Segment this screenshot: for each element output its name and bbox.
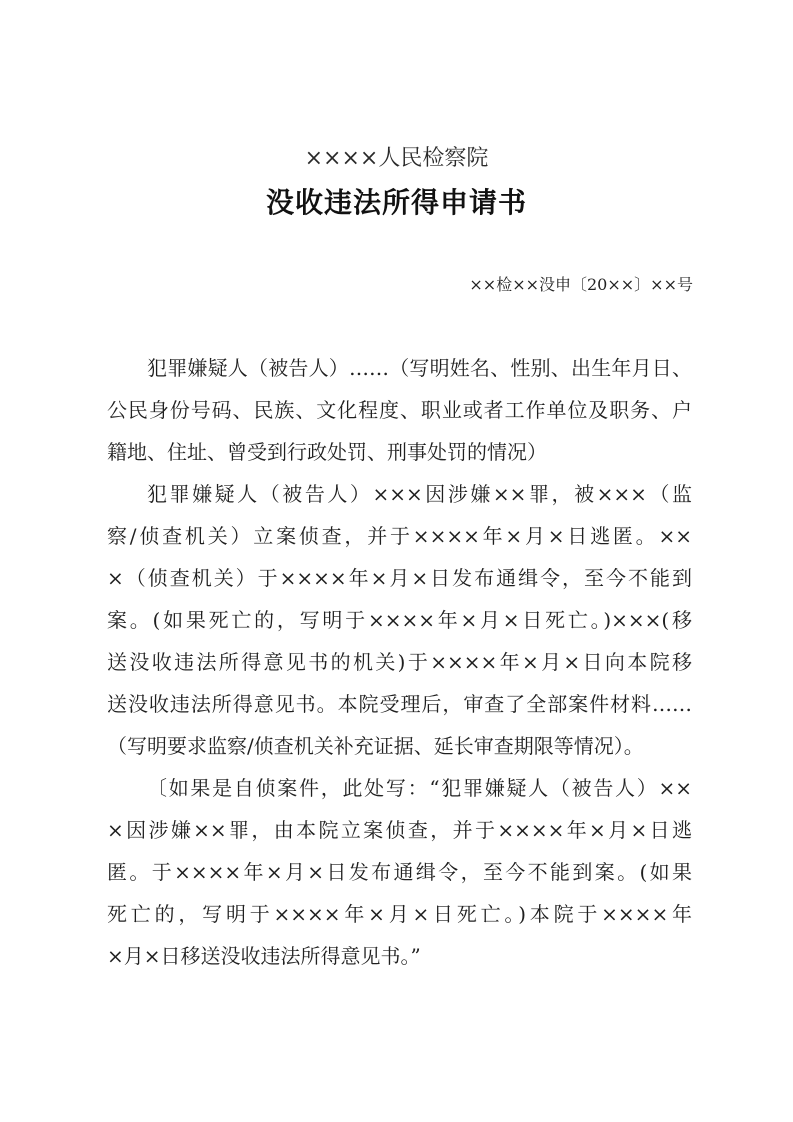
organization-title: ××××人民检察院 bbox=[304, 146, 489, 171]
paragraph-line: ×月×日移送没收违法所得意见书。” bbox=[107, 944, 421, 968]
document-title: 没收违法所得申请书 bbox=[265, 186, 527, 219]
document-body bbox=[107, 353, 692, 983]
paragraph-line: 公民身份号码、民族、文化程度、职业或者工作单位及职务、户 bbox=[107, 398, 692, 422]
paragraph-line: 〔如果是自侦案件，此处写：“犯罪嫌疑人（被告人）×× bbox=[147, 776, 692, 800]
paragraph-case-facts bbox=[107, 479, 692, 773]
paragraph-line: 犯罪嫌疑人（被告人）×××因涉嫌××罪，被×××（监 bbox=[147, 482, 692, 506]
paragraph-line: 察/侦查机关）立案侦查，并于××××年×月×日逃匿。×× bbox=[107, 524, 692, 548]
paragraph-line: 籍地、住址、曾受到行政处罚、刑事处罚的情况） bbox=[107, 440, 547, 464]
paragraph-line: 死亡的，写明于××××年×月×日死亡。)本院于××××年 bbox=[107, 902, 692, 926]
paragraph-line: ×（侦查机关）于××××年×月×日发布通缉令，至今不能到 bbox=[107, 566, 692, 590]
paragraph-line: 案。(如果死亡的，写明于××××年×月×日死亡。)×××(移 bbox=[107, 608, 692, 632]
document-number: ××检××没申〔20××〕××号 bbox=[469, 275, 693, 294]
paragraph-line: 犯罪嫌疑人（被告人）……（写明姓名、性别、出生年月日、 bbox=[147, 356, 692, 380]
paragraph-line: ×因涉嫌××罪，由本院立案侦查，并于××××年×月×日逃 bbox=[107, 818, 692, 842]
paragraph-line: 送没收违法所得意见书的机关)于××××年×月×日向本院移 bbox=[107, 650, 692, 674]
paragraph-line: 送没收违法所得意见书。本院受理后，审查了全部案件材料…… bbox=[107, 692, 692, 716]
paragraph-line: （写明要求监察/侦查机关补充证据、延长审查期限等情况）。 bbox=[107, 734, 644, 758]
paragraph-suspect-info bbox=[107, 353, 692, 479]
paragraph-line: 匿。于××××年×月×日发布通缉令，至今不能到案。(如果 bbox=[107, 860, 692, 884]
paragraph-self-investigation-note bbox=[107, 773, 692, 983]
